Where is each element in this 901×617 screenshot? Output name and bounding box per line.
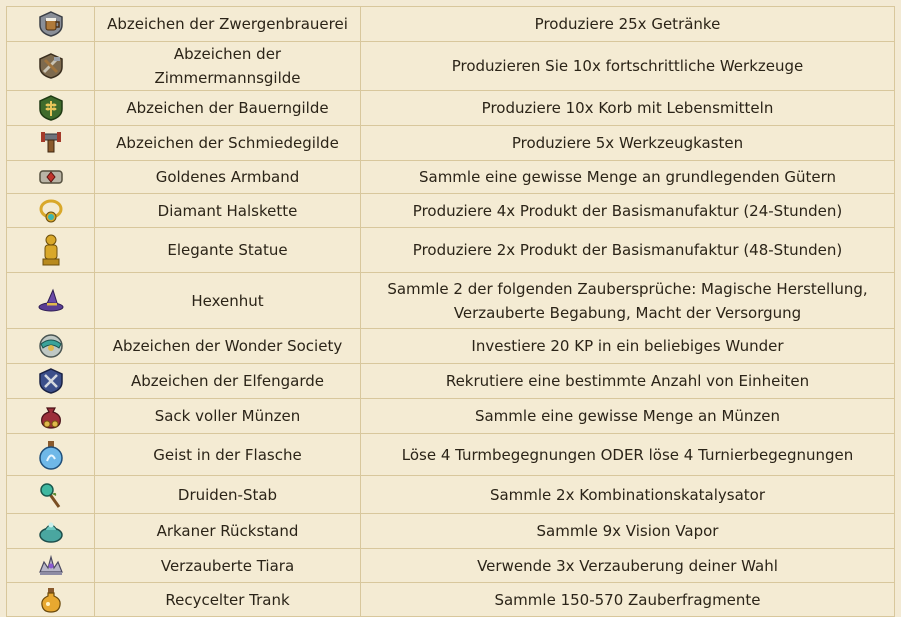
- carpenters-guild-badge-icon: [37, 52, 65, 80]
- table-row: [7, 476, 895, 514]
- item-name: Hexenhut: [95, 273, 361, 329]
- table-row: [7, 329, 895, 364]
- item-task: Produziere 4x Produkt der Basismanufaktur (24-Stunden): [361, 194, 895, 228]
- druid-staff-icon: [37, 481, 65, 509]
- item-name: Abzeichen der Elfengarde: [95, 364, 361, 399]
- item-task: Produzieren Sie 10x fortschrittliche Werkzeuge: [361, 42, 895, 91]
- diamond-necklace-icon: [37, 197, 65, 225]
- table-row: [7, 399, 895, 434]
- table-row: [7, 91, 895, 126]
- table-row: [7, 549, 895, 583]
- golden-bracelet-icon: [37, 163, 65, 191]
- item-task: Löse 4 Turmbegegnungen ODER löse 4 Turnierbegegnungen: [361, 434, 895, 476]
- item-task: Sammle 150-570 Zauberfragmente: [361, 583, 895, 617]
- item-name: Druiden-Stab: [95, 476, 361, 514]
- item-name: Goldenes Armband: [95, 161, 361, 194]
- farmers-guild-badge-icon: [37, 94, 65, 122]
- item-name: Abzeichen der Schmiedegilde: [95, 126, 361, 161]
- elegant-statue-icon: [37, 232, 65, 268]
- item-name: Abzeichen der Zimmermannsgilde: [95, 42, 361, 91]
- table-row: [7, 514, 895, 549]
- reward-table: [6, 6, 895, 617]
- item-name: Abzeichen der Bauerngilde: [95, 91, 361, 126]
- item-task: Verwende 3x Verzauberung deiner Wahl: [361, 549, 895, 583]
- enchanted-tiara-icon: [37, 552, 65, 580]
- blacksmith-guild-badge-icon: [37, 129, 65, 157]
- item-task: Sammle 9x Vision Vapor: [361, 514, 895, 549]
- item-name: Geist in der Flasche: [95, 434, 361, 476]
- item-name: Verzauberte Tiara: [95, 549, 361, 583]
- table-row: [7, 7, 895, 42]
- coin-sack-icon: [37, 402, 65, 430]
- spirit-in-a-bottle-icon: [37, 439, 65, 471]
- arcane-residue-icon: [37, 517, 65, 545]
- table-row: [7, 273, 895, 329]
- table-row: [7, 194, 895, 228]
- elven-guard-badge-icon: [37, 367, 65, 395]
- item-task: Sammle eine gewisse Menge an Münzen: [361, 399, 895, 434]
- table-row: [7, 364, 895, 399]
- table-row: [7, 42, 895, 91]
- item-task: Produziere 25x Getränke: [361, 7, 895, 42]
- wonder-society-badge-icon: [37, 332, 65, 360]
- item-name: Abzeichen der Wonder Society: [95, 329, 361, 364]
- item-task: Produziere 5x Werkzeugkasten: [361, 126, 895, 161]
- item-task: Rekrutiere eine bestimmte Anzahl von Einheiten: [361, 364, 895, 399]
- table-row: [7, 126, 895, 161]
- item-name: Diamant Halskette: [95, 194, 361, 228]
- item-name: Arkaner Rückstand: [95, 514, 361, 549]
- item-task: Sammle eine gewisse Menge an grundlegenden Gütern: [361, 161, 895, 194]
- recycled-potion-icon: [37, 586, 65, 614]
- item-task: Produziere 10x Korb mit Lebensmitteln: [361, 91, 895, 126]
- item-name: Recycelter Trank: [95, 583, 361, 617]
- table-row: [7, 583, 895, 617]
- item-name: Abzeichen der Zwergenbrauerei: [95, 7, 361, 42]
- table-row: [7, 434, 895, 476]
- item-name: Sack voller Münzen: [95, 399, 361, 434]
- item-task: Investiere 20 KP in ein beliebiges Wunder: [361, 329, 895, 364]
- item-task: Sammle 2 der folgenden Zaubersprüche: Magische Herstellung, Verzauberte Begabung, Macht der Versorgung: [361, 273, 895, 329]
- item-task: Produziere 2x Produkt der Basismanufaktur (48-Stunden): [361, 228, 895, 273]
- witch-hat-icon: [37, 287, 65, 315]
- item-task: Sammle 2x Kombinationskatalysator: [361, 476, 895, 514]
- dwarven-brewery-badge-icon: [37, 10, 65, 38]
- table-row: [7, 161, 895, 194]
- item-name: Elegante Statue: [95, 228, 361, 273]
- table-row: [7, 228, 895, 273]
